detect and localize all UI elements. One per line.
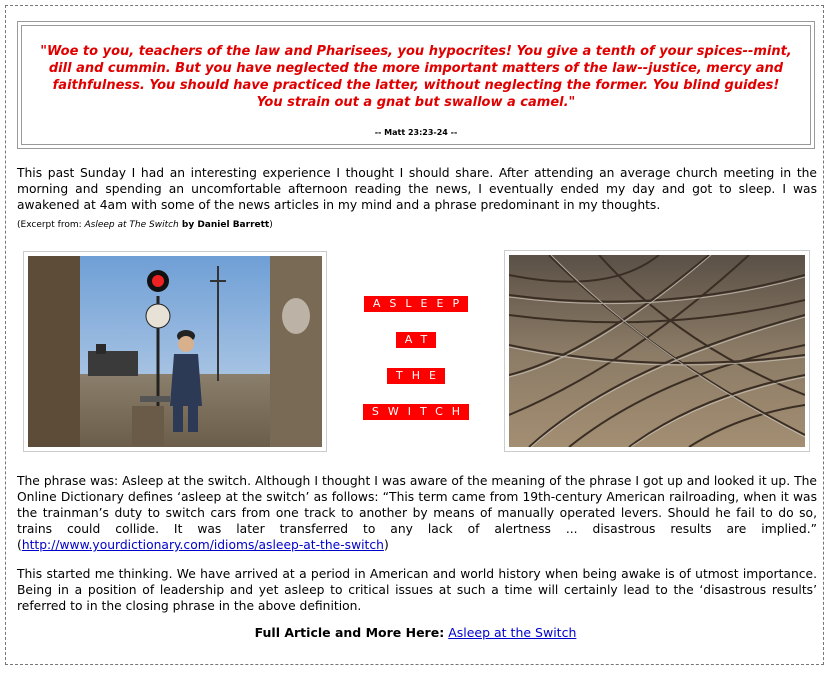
title-word-4: SWITCH xyxy=(363,404,469,420)
title-block xyxy=(355,292,477,436)
reflection-paragraph: This started me thinking. We have arrived at a period in American and world history when being awake is of utmost importance. Being in a position of leadership and yet asleep to critical issues at such a time will certainly lead to the ‘disastrous results’ referred to in the closing phrase in the above definition. xyxy=(17,567,817,613)
quote-box xyxy=(17,21,815,149)
definition-paragraph xyxy=(17,473,817,553)
full-article-label: Full Article and More Here: xyxy=(254,625,445,640)
scripture-quote: "Woe to you, teachers of the law and Pharisees, you hypocrites! You give a tenth of your spices--mint, dill and cummin. But you have neglected the more important matters of the law--justice, mercy and faithfulness. You should have practiced the latter, without neglecting the former. You blind guides! You strain out a gnat but swallow a camel." xyxy=(40,44,792,110)
dictionary-link[interactable]: http://www.yourdictionary.com/idioms/asleep-at-the-switch xyxy=(21,538,384,552)
title-word-1: ASLEEP xyxy=(364,296,468,312)
excerpt-title: Asleep at The Switch xyxy=(84,220,179,230)
scripture-reference: -- Matt 23:23-24 -- xyxy=(374,128,458,137)
definition-text: The phrase was: Asleep at the switch. Although I thought I was aware of the meaning of the phrase I got up and looked it up. The Online Dictionary defines ‘asleep at the switch’ as follows: “This term came from 19th-century American railroading, when it was the trainman’s duty to switch cars from one track to another by means of manually operated levers. Should he fail to do so, trains could collide. It was later transferred to any lack of alertness ... disastrous results are implied.” ( xyxy=(17,474,817,552)
full-article-line xyxy=(6,625,825,640)
definition-close: ) xyxy=(383,538,389,552)
trainman-photo xyxy=(23,251,327,452)
excerpt-prefix: (Excerpt from: xyxy=(17,220,85,230)
full-article-link[interactable]: Asleep at the Switch xyxy=(448,625,577,640)
railroad-tracks-photo xyxy=(504,250,810,452)
excerpt-author: by Daniel Barrett xyxy=(178,220,270,230)
intro-paragraph: This past Sunday I had an interesting experience I thought I should share. After attending an average church meeting in the morning and spending an uncomfortable afternoon reading the news, I eventually ended my day and got to sleep. I was awakened at 4am with some of the news articles in my mind and a phrase predominant in my thoughts. xyxy=(17,166,817,212)
excerpt-suffix: ) xyxy=(269,220,273,230)
title-word-2: AT xyxy=(396,332,436,348)
quote-inner xyxy=(21,25,811,145)
excerpt-credit xyxy=(17,220,273,230)
title-word-3: THE xyxy=(387,368,445,384)
article-container xyxy=(5,5,824,665)
